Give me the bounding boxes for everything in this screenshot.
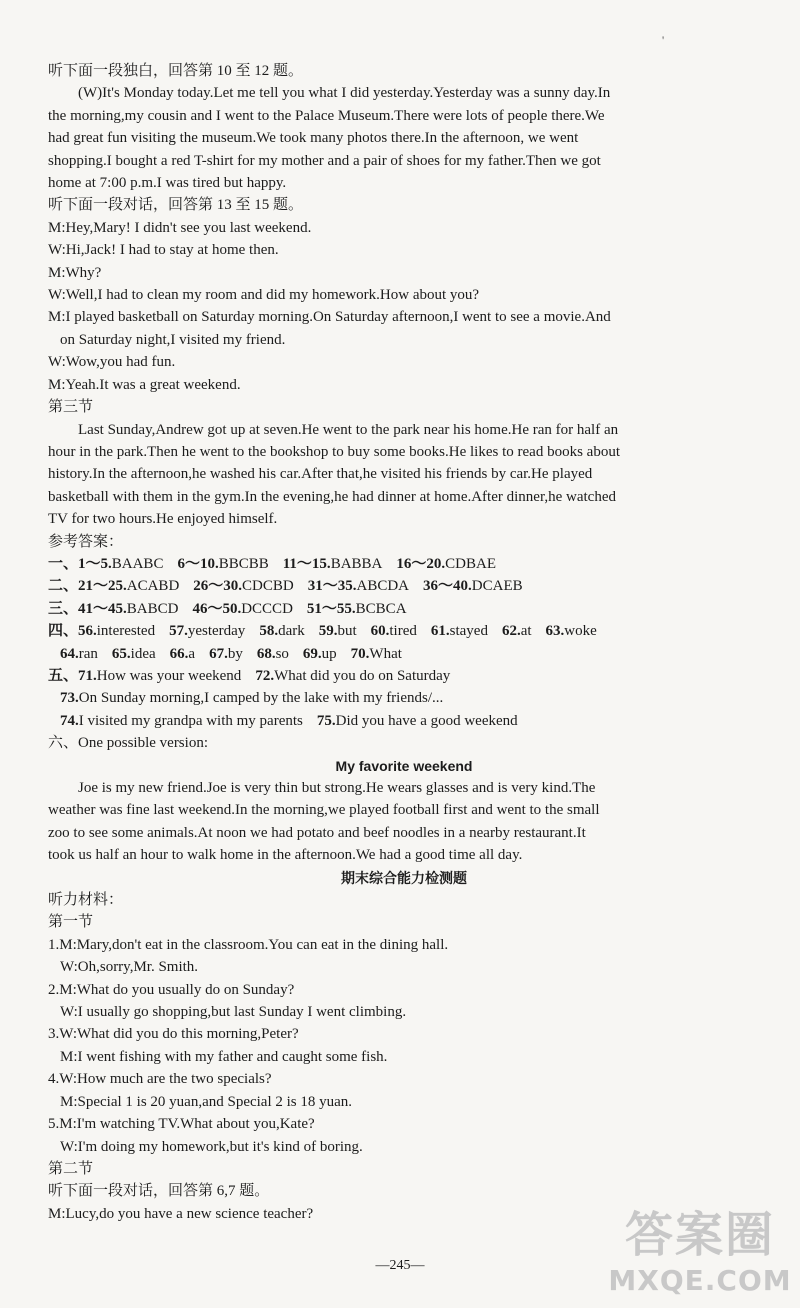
- listening-line: 5.M:I'm watching TV.What about you,Kate?: [48, 1116, 315, 1133]
- essay-line: took us half an hour to walk home in the afternoon.We had a good time all day.: [48, 847, 523, 864]
- answer-item: [255, 668, 450, 684]
- answer-value: a: [188, 645, 196, 662]
- answer-number: 26～30.: [193, 578, 243, 595]
- answer-number: 74.: [60, 712, 79, 729]
- answer-number: 36～40.: [423, 578, 472, 595]
- last-dialog-line: M:Lucy,do you have a new science teacher?: [48, 1205, 314, 1222]
- dialog-line: W:Wow,you had fun.: [48, 354, 176, 371]
- answer-item: [423, 578, 523, 594]
- section-1-heading: 第一节: [48, 914, 94, 931]
- answer-value: ABCDA: [356, 578, 410, 595]
- answer-number: 四、56.: [48, 623, 97, 640]
- passage-line: hour in the park.Then he went to the bookshop to buy some books.He likes to read books about: [48, 443, 620, 460]
- answer-item: [308, 578, 409, 594]
- dialog-line: M:Yeah.It was a great weekend.: [48, 376, 241, 393]
- answer-item: [259, 623, 304, 639]
- answer-value: ran: [78, 645, 98, 662]
- answer-value: tired: [389, 623, 417, 640]
- answer-item: [371, 623, 417, 639]
- answer-value: BCBCA: [355, 600, 407, 617]
- answer-item: [48, 668, 241, 684]
- answer-number: 68.: [256, 645, 276, 662]
- answer-item: [257, 646, 289, 662]
- answer-value: DCCCD: [241, 600, 293, 617]
- answer-value: idea: [130, 645, 156, 662]
- intro-questions-10-12: 听下面一段独白，回答第 10 至 12 题。: [48, 63, 304, 79]
- answer-item: [60, 646, 98, 662]
- essay-line: weather was fine last weekend.In the morning,we played football first and went to the small: [48, 802, 600, 819]
- answer-value: ACABD: [126, 578, 180, 595]
- answer-value: BAABC: [111, 555, 164, 572]
- part6-label: 六、One possible version:: [48, 735, 208, 752]
- watermark-top-text: 答案圈: [624, 1207, 775, 1263]
- answer-item: [431, 623, 488, 639]
- essay-line: Joe is my new friend.Joe is very thin but strong.He wears glasses and is very kind.The: [78, 780, 596, 796]
- answer-number: 46～50.: [192, 600, 242, 617]
- essay-title: My favorite weekend: [335, 757, 473, 774]
- intro-questions-6-7: 听下面一段对话，回答第 6,7 题。: [48, 1183, 270, 1200]
- passage-line: Last Sunday,Andrew got up at seven.He went to the park near his home.He ran for half an: [78, 421, 619, 438]
- answer-item: [303, 646, 337, 662]
- answer-value: interested: [96, 623, 156, 640]
- answer-number: 16～20.: [396, 555, 446, 572]
- part5-row: [48, 665, 760, 687]
- answer-item: [60, 690, 443, 706]
- answer-item: [317, 713, 518, 729]
- answer-item: [112, 646, 156, 662]
- answer-value: What: [369, 645, 402, 662]
- answer-number: 二、21～25.: [48, 578, 127, 595]
- answer-number: 一、1～5.: [48, 555, 112, 572]
- part5-row: [48, 687, 760, 709]
- answer-item: [319, 623, 357, 639]
- listening-line: M:Special 1 is 20 yuan,and Special 2 is 18 yuan.: [60, 1093, 353, 1110]
- answer-number: 73.: [60, 690, 79, 707]
- answer-item: [169, 623, 245, 639]
- dialog-line: W:Hi,Jack! I had to stay at home then.: [48, 242, 279, 259]
- answer-number: 五、71.: [48, 667, 97, 684]
- answer-number: 59.: [318, 623, 338, 640]
- answer-number: 67.: [209, 645, 228, 662]
- page-number: —245—: [375, 1258, 425, 1273]
- essay-block: [48, 777, 760, 867]
- answer-value: at: [520, 623, 532, 640]
- part5-row: [48, 710, 760, 732]
- dialog-block: [48, 217, 760, 396]
- watermark-bottom-text: MXQE.COM: [608, 1264, 792, 1297]
- answer-value: but: [337, 623, 357, 640]
- answer-value: CDCBD: [242, 578, 294, 595]
- answer-value: On Sunday morning,I camped by the lake with my friends/...: [78, 690, 444, 707]
- intro-questions-13-15: 听下面一段对话，回答第 13 至 15 题。: [48, 197, 304, 214]
- answer-number: 62.: [501, 623, 521, 640]
- monologue-line: had great fun visiting the museum.We took many photos there.In the afternoon, we went: [48, 130, 579, 147]
- listening-line: W:Oh,sorry,Mr. Smith.: [60, 959, 199, 976]
- answer-number: 64.: [60, 645, 79, 662]
- answer-item: [307, 601, 407, 617]
- passage-block: [48, 419, 760, 531]
- answer-value: by: [227, 645, 243, 662]
- listening-line: 3.W:What did you do this morning,Peter?: [48, 1026, 299, 1043]
- answer-item: [48, 601, 178, 617]
- dialog-line: M:Hey,Mary! I didn't see you last weekend.: [48, 219, 312, 236]
- dialog-line: M:I played basketball on Saturday morning.On Saturday afternoon,I went to see a movie.And: [48, 309, 611, 326]
- dialog-line: on Saturday night,I visited my friend.: [60, 331, 286, 348]
- answer-row: [48, 620, 760, 642]
- section-3-heading: 第三节: [48, 399, 94, 416]
- answer-value: BABBA: [330, 555, 383, 572]
- answer-row: [48, 598, 760, 620]
- monologue-block: [48, 82, 760, 194]
- answer-number: 51～55.: [306, 600, 356, 617]
- answer-item: [351, 646, 402, 662]
- listening-line: W:I usually go shopping,but last Sunday I went climbing.: [60, 1004, 407, 1021]
- answer-value: up: [321, 645, 337, 662]
- answer-row: [48, 575, 760, 597]
- answer-item: [170, 646, 195, 662]
- answer-number: 69.: [302, 645, 322, 662]
- monologue-line: shopping.I bought a red T-shirt for my mother and a pair of shoes for my father.Then we got: [48, 152, 601, 169]
- answer-number: 6～10.: [177, 555, 219, 572]
- answer-value: BBCBB: [218, 555, 269, 572]
- answer-key-title: 参考答案：: [48, 533, 124, 550]
- answer-item: [546, 623, 597, 639]
- monologue-line: the morning,my cousin and I went to the Palace Museum.There were lots of people there.We: [48, 107, 605, 124]
- answer-value: I visited my grandpa with my parents: [78, 712, 303, 729]
- answer-item: [48, 623, 155, 639]
- answer-number: 72.: [255, 667, 275, 684]
- answer-value: woke: [564, 623, 597, 640]
- answer-number: 70.: [350, 645, 370, 662]
- answer-number: 60.: [370, 623, 390, 640]
- answer-item: [192, 601, 292, 617]
- answer-number: 63.: [545, 623, 565, 640]
- answer-value: yesterday: [187, 623, 246, 640]
- listening-block: [48, 934, 760, 1158]
- answer-value: stayed: [449, 623, 488, 640]
- answer-row: [48, 553, 760, 575]
- passage-line: TV for two hours.He enjoyed himself.: [48, 511, 278, 528]
- watermark-logo: [600, 1205, 800, 1308]
- answer-value: CDBAE: [445, 555, 496, 572]
- answer-value: What did you do on Saturday: [274, 667, 451, 684]
- listening-line: W:I'm doing my homework,but it's kind of boring.: [60, 1138, 363, 1155]
- answer-item: [396, 556, 496, 572]
- answer-value: so: [275, 645, 289, 662]
- listening-line: M:I went fishing with my father and caught some fish.: [60, 1048, 388, 1065]
- dialog-line: W:Well,I had to clean my room and did my homework.How about you?: [48, 287, 480, 304]
- corner-mark: ': [662, 33, 665, 47]
- listening-line: 1.M:Mary,don't eat in the classroom.You can eat in the dining hall.: [48, 936, 449, 953]
- essay-line: zoo to see some animals.At noon we had potato and beef noodles in a nearby restaurant.It: [48, 824, 586, 841]
- listening-material-label: 听力材料：: [48, 892, 124, 909]
- answer-number: 57.: [169, 623, 188, 640]
- passage-line: history.In the afternoon,he washed his car.After that,he visited his friends by car.He played: [48, 466, 593, 483]
- monologue-line: home at 7:00 p.m.I was tired but happy.: [48, 175, 287, 192]
- answer-number: 66.: [169, 645, 189, 662]
- passage-line: basketball with them in the gym.In the evening,he had dinner at home.After dinner,he watched: [48, 488, 616, 505]
- answer-number: 75.: [316, 712, 336, 729]
- answer-item: [48, 556, 163, 572]
- answer-number: 11～15.: [282, 555, 331, 572]
- answer-value: DCAEB: [471, 578, 523, 595]
- answer-item: [48, 578, 179, 594]
- section-2-heading: 第二节: [48, 1160, 94, 1177]
- listening-line: 2.M:What do you usually do on Sunday?: [48, 981, 295, 998]
- listening-line: 4.W:How much are the two specials?: [48, 1071, 272, 1088]
- answer-value: dark: [278, 623, 305, 640]
- answer-number: 58.: [259, 623, 279, 640]
- monologue-line: (W)It's Monday today.Let me tell you what I did yesterday.Yesterday was a sunny day.In: [78, 85, 611, 102]
- answer-item: [283, 556, 383, 572]
- answer-item: [209, 646, 243, 662]
- answer-value: How was your weekend: [96, 667, 242, 684]
- answer-number: 三、41～45.: [48, 600, 127, 617]
- final-test-title: 期末综合能力检测题: [341, 869, 467, 886]
- answer-number: 31～35.: [307, 578, 357, 595]
- part5-block: [48, 665, 760, 732]
- answer-value: BABCD: [126, 600, 179, 617]
- answer-item: [193, 578, 293, 594]
- document-page: [48, 60, 760, 1225]
- answer-item: [60, 713, 303, 729]
- answer-row: [48, 643, 760, 665]
- answer-number: 61.: [430, 623, 450, 640]
- answer-item: [177, 556, 268, 572]
- answer-value: Did you have a good weekend: [335, 712, 518, 729]
- answer-item: [502, 623, 532, 639]
- answer-number: 65.: [111, 645, 131, 662]
- answer-key-block: [48, 553, 760, 665]
- dialog-line: M:Why?: [48, 264, 102, 281]
